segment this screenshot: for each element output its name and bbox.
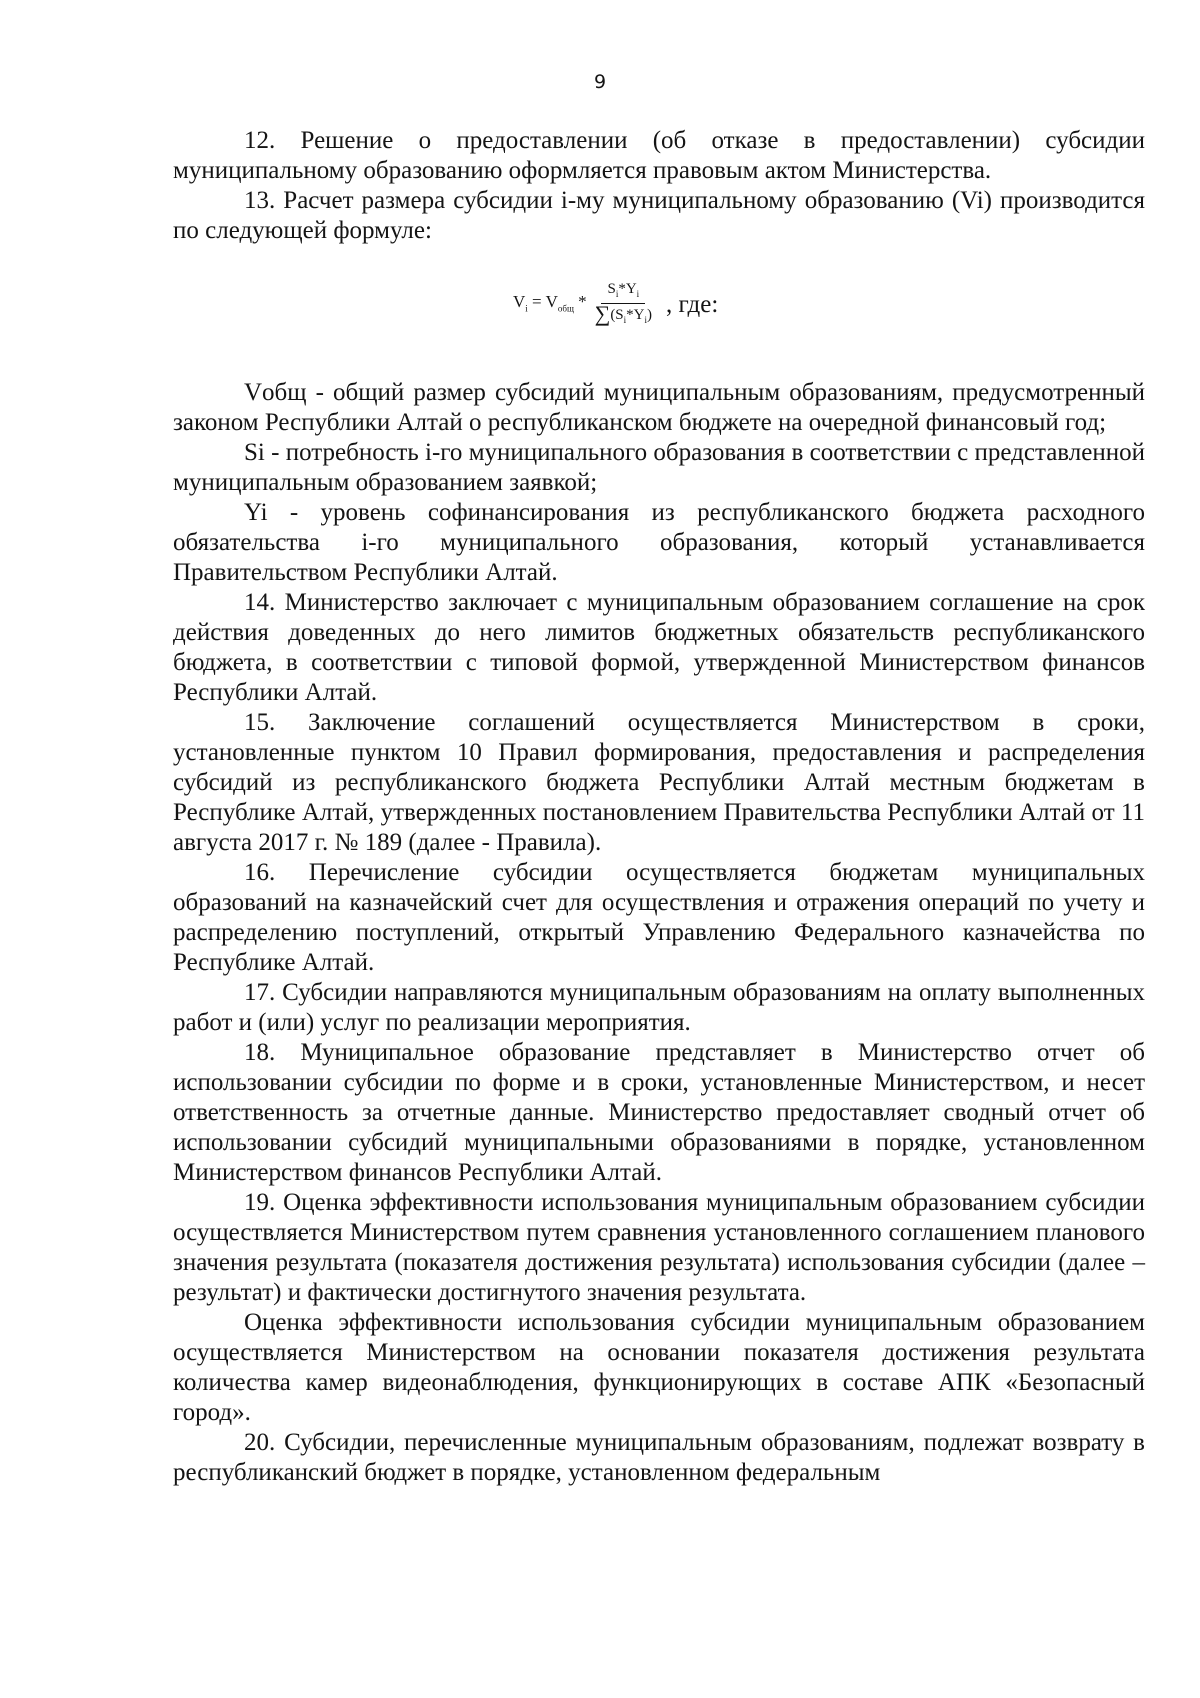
formula-numerator: $S_i*Y_i$ [601, 280, 645, 304]
paragraph-16: 16. Перечисление субсидии осуществляется бюджетам муниципальных образований на казначейский счет для осуществления и отражения операций по учету и распределению поступлений, открытый Управлению Федерального казначейства по Республике Алтай. [173, 859, 1145, 976]
definition-vtotal: Vобщ - общий размер субсидий муниципальным образованиям, предусмотренный законом Республики Алтай о республиканском бюджете на очередной финансовый год; [173, 379, 1145, 436]
paragraph-19-assessment: Оценка эффективности использования субсидии муниципальным образованием осуществляется Министерством на основании показателя достижения результата количества камер видеонаблюдения, функционирующих в составе АПК «Безопасный город». [173, 1309, 1145, 1426]
paragraph-12: 12. Решение о предоставлении (об отказе в предоставлении) субсидии муниципальному образованию оформляется правовым актом Министерства. [173, 127, 1145, 184]
page-number: 9 [593, 71, 607, 93]
paragraph-20: 20. Субсидии, перечисленные муниципальным образованиям, подлежат возврату в республиканский бюджет в порядке, установленном федеральным [173, 1429, 1145, 1486]
formula-fraction [591, 280, 656, 330]
paragraph-14: 14. Министерство заключает с муниципальным образованием соглашение на срок действия доведенных до него лимитов бюджетных обязательств республиканского бюджета, в соответствии с типовой формой, утвержденной Министерством финансов Республики Алтай. [173, 589, 1145, 706]
definition-yi: Yi - уровень софинансирования из республиканского бюджета расходного обязательства i-го муниципального образования, который устанавливается Правительством Республики Алтай. [173, 499, 1145, 586]
paragraph-18: 18. Муниципальное образование представляет в Министерство отчет об использовании субсидии по форме и в сроки, установленные Министерством, и несет ответственность за отчетные данные. Министерство предоставляет сводный отчет об использовании субсидий муниципальными образованиями в порядке, установленном Министерством финансов Республики Алтай. [173, 1039, 1145, 1186]
subsidy-formula [173, 276, 1145, 334]
formula-lhs: $V_i = V_{общ}$ * [513, 291, 587, 314]
paragraph-15: 15. Заключение соглашений осуществляется Министерством в сроки, установленные пунктом 10 Правил формирования, предоставления и распределения субсидий из республиканского бюджета Республики Алтай местным бюджетам в Республике Алтай, утвержденных постановлением Правительства Республики Алтай от 11 августа 2017 г. № 189 (далее - Правила). [173, 709, 1145, 856]
paragraph-13: 13. Расчет размера субсидии i-му муниципальному образованию (Vi) производится по следующей формуле: [173, 187, 1145, 244]
formula-denominator: $\sum(S_i*Y_i)$ [594, 301, 653, 326]
paragraph-17: 17. Субсидии направляются муниципальным образованиям на оплату выполненных работ и (или) услуг по реализации мероприятия. [173, 979, 1145, 1036]
paragraph-19: 19. Оценка эффективности использования муниципальным образованием субсидии осуществляется Министерством путем сравнения установленного соглашением планового значения результата (показателя достижения результата) использования субсидии (далее – результат) и фактически достигнутого значения результата. [173, 1189, 1145, 1306]
definition-si: Si - потребность i-го муниципального образования в соответствии с представленной муниципальным образованием заявкой; [173, 439, 1145, 496]
formula-where: , где: [666, 291, 719, 318]
document-body [173, 126, 1145, 1488]
